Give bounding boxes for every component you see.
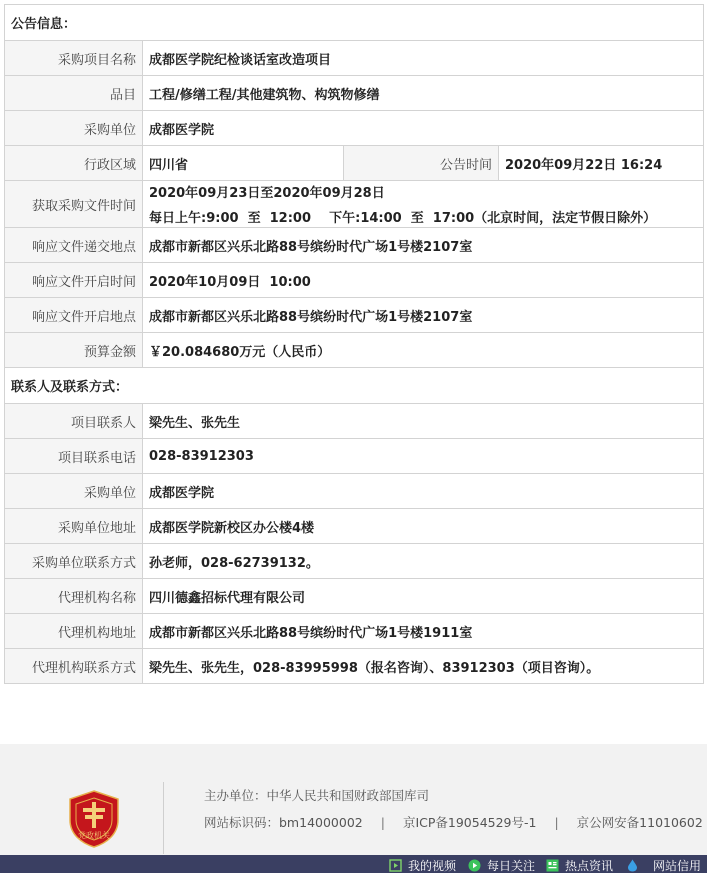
footer-sep-1: | bbox=[380, 815, 385, 830]
emblem-label: 党政机关 bbox=[78, 831, 110, 840]
purchaser-label: 采购单位 bbox=[5, 111, 143, 146]
purchaser-contact-value: 孙老师，028-62739132。 bbox=[143, 544, 704, 579]
notice-table bbox=[4, 4, 704, 684]
my-video-button[interactable] bbox=[389, 857, 456, 873]
contact-phone-value: 028-83912303 bbox=[143, 439, 704, 474]
agency-name-value: 四川德鑫招标代理有限公司 bbox=[143, 579, 704, 614]
notice-section-title: 公告信息： bbox=[5, 5, 704, 41]
police-record-link[interactable]: 京公网安备11010602 bbox=[576, 815, 703, 830]
purchaser-address-label: 采购单位地址 bbox=[5, 509, 143, 544]
party-government-emblem-icon[interactable] bbox=[68, 790, 120, 848]
notice-time-label: 公告时间 bbox=[344, 146, 499, 181]
daily-focus-button[interactable] bbox=[468, 857, 535, 873]
region-value: 四川省 bbox=[143, 146, 344, 181]
daily-focus-label: 每日关注 bbox=[487, 858, 536, 873]
hot-news-label: 热点资讯 bbox=[565, 858, 614, 873]
submit-place-label: 响应文件递交地点 bbox=[5, 228, 143, 263]
doc-time-hours: 每日上午:9:00 至 12:00 下午:14:00 至 17:00（北京时间，法定节假日除外） bbox=[149, 211, 657, 226]
open-time-label: 响应文件开启时间 bbox=[5, 263, 143, 298]
purchaser-value: 成都医学院 bbox=[143, 111, 704, 146]
project-name-value: 成都医学院纪检谈话室改造项目 bbox=[143, 41, 704, 76]
doc-time-value bbox=[143, 181, 704, 228]
purchaser-unit-value: 成都医学院 bbox=[143, 474, 704, 509]
open-time-value: 2020年10月09日 10:00 bbox=[143, 263, 704, 298]
purchaser-address-value: 成都医学院新校区办公楼4楼 bbox=[143, 509, 704, 544]
my-video-label: 我的视频 bbox=[408, 858, 457, 873]
site-id-text: 网站标识码：bm14000002 bbox=[204, 815, 363, 830]
contact-person-label: 项目联系人 bbox=[5, 404, 143, 439]
budget-label: 预算金额 bbox=[5, 333, 143, 368]
icp-link[interactable]: 京ICP备19054529号-1 bbox=[402, 815, 537, 830]
water-drop-icon bbox=[626, 859, 639, 872]
contact-phone-label: 项目联系电话 bbox=[5, 439, 143, 474]
open-place-label: 响应文件开启地点 bbox=[5, 298, 143, 333]
agency-contact-label: 代理机构联系方式 bbox=[5, 649, 143, 684]
agency-contact-value: 梁先生、张先生，028-83995998（报名咨询）、83912303（项目咨询）。 bbox=[143, 649, 704, 684]
category-label: 品目 bbox=[5, 76, 143, 111]
footer-sponsor: 主办单位：中华人民共和国财政部国库司 bbox=[204, 788, 430, 803]
doc-time-label: 获取采购文件时间 bbox=[5, 181, 143, 228]
footer-registration bbox=[204, 813, 703, 831]
agency-address-value: 成都市新都区兴乐北路88号缤纷时代广场1号楼1911室 bbox=[143, 614, 704, 649]
site-credit-button[interactable] bbox=[626, 857, 701, 873]
footer-sep-2: | bbox=[554, 815, 559, 830]
site-credit-label: 网站信用 bbox=[653, 858, 702, 873]
contact-person-value: 梁先生、张先生 bbox=[143, 404, 704, 439]
budget-value: ￥20.084680万元（人民币） bbox=[143, 333, 704, 368]
project-name-label: 采购项目名称 bbox=[5, 41, 143, 76]
agency-name-label: 代理机构名称 bbox=[5, 579, 143, 614]
purchaser-contact-label: 采购单位联系方式 bbox=[5, 544, 143, 579]
play-circle-icon bbox=[468, 859, 481, 872]
submit-place-value: 成都市新都区兴乐北路88号缤纷时代广场1号楼2107室 bbox=[143, 228, 704, 263]
notice-time-value: 2020年09月22日 16:24 bbox=[499, 146, 704, 181]
video-icon bbox=[389, 859, 402, 872]
agency-address-label: 代理机构地址 bbox=[5, 614, 143, 649]
category-value: 工程/修缮工程/其他建筑物、构筑物修缮 bbox=[143, 76, 704, 111]
doc-time-dates: 2020年09月23日至2020年09月28日 bbox=[149, 186, 385, 201]
purchaser-unit-label: 采购单位 bbox=[5, 474, 143, 509]
news-grid-icon bbox=[546, 859, 559, 872]
region-label: 行政区域 bbox=[5, 146, 143, 181]
open-place-value: 成都市新都区兴乐北路88号缤纷时代广场1号楼2107室 bbox=[143, 298, 704, 333]
footer-divider bbox=[163, 782, 164, 854]
contact-section-title: 联系人及联系方式： bbox=[5, 368, 704, 404]
hot-news-button[interactable] bbox=[546, 857, 613, 873]
